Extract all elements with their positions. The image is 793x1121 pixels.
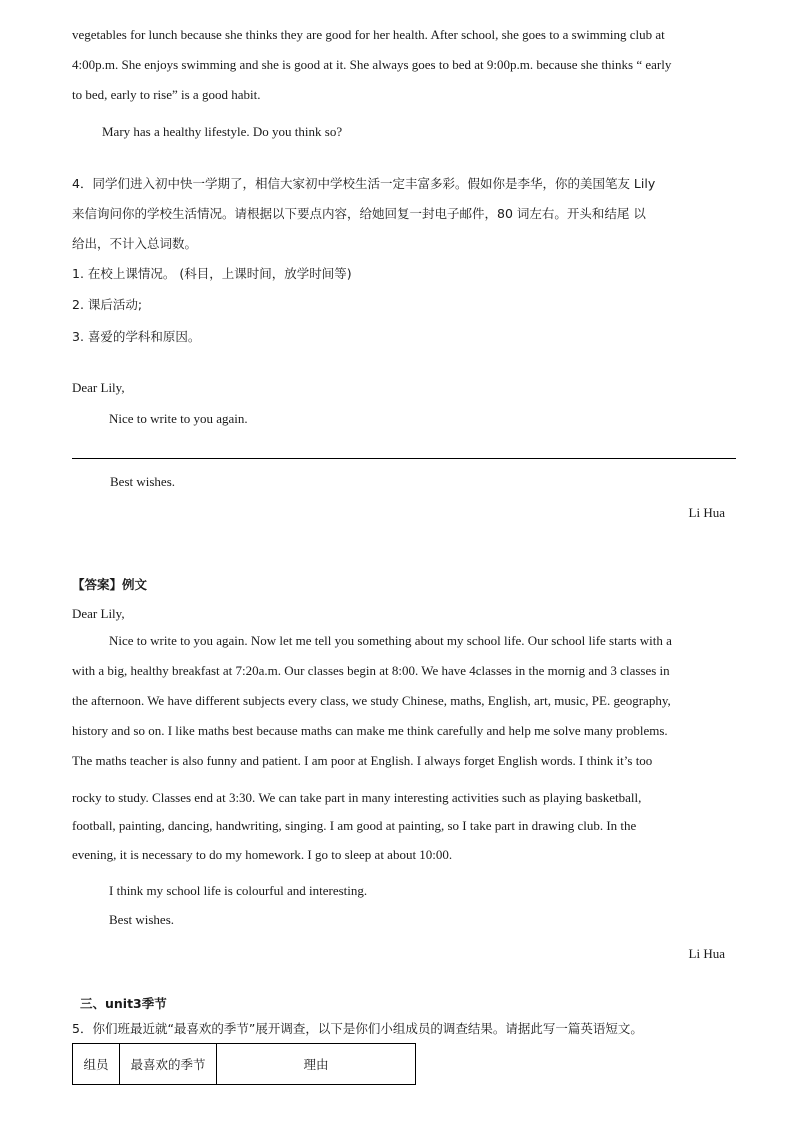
answer-body-line: Nice to write to you again. Now let me tell you something about my school life. Our school life starts with a bbox=[109, 633, 672, 648]
survey-table bbox=[72, 1043, 416, 1085]
answer-body-line: football, painting, dancing, handwriting, singing. I am good at painting, so I take part in drawing club. In the bbox=[72, 818, 637, 833]
question4-point: 3. 喜爱的学科和原因。 bbox=[72, 329, 201, 344]
answer-conclusion: I think my school life is colourful and interesting. bbox=[109, 883, 368, 898]
answer-body-line: history and so on. I like maths best because maths can make me think carefully and help me solve many problems. bbox=[72, 723, 668, 738]
table-header-member: 组员 bbox=[73, 1044, 120, 1085]
answer-heading: 【答案】例文 bbox=[72, 577, 148, 592]
passage-line: vegetables for lunch because she thinks they are good for her health. After school, she goes to a swimming club at bbox=[72, 27, 665, 42]
question4-prompt-line: 4．同学们进入初中快一学期了，相信大家初中学校生活一定丰富多彩。假如你是李华，你的美国笔友 Lily bbox=[72, 176, 656, 191]
table-header-reason: 理由 bbox=[217, 1044, 416, 1085]
answer-closing: Best wishes. bbox=[109, 912, 174, 927]
answer-greeting: Dear Lily, bbox=[72, 606, 125, 621]
answer-body-line: The maths teacher is also funny and patient. I am poor at English. I always forget English words. I think it’s too bbox=[72, 753, 653, 768]
table-header-row bbox=[73, 1044, 416, 1085]
answer-body-line: evening, it is necessary to do my homework. I go to sleep at about 10:00. bbox=[72, 847, 453, 862]
letter-greeting: Dear Lily, bbox=[72, 380, 125, 395]
question4-point: 2. 课后活动; bbox=[72, 297, 143, 312]
passage-question: Mary has a healthy lifestyle. Do you think so? bbox=[102, 124, 343, 139]
section-heading: 三、unit3季节 bbox=[80, 996, 167, 1011]
question4-prompt-line: 给出，不计入总词数。 bbox=[72, 236, 198, 251]
question4-point: 1. 在校上课情况。 (科目，上课时间，放学时间等) bbox=[72, 266, 352, 281]
answer-body-line: rocky to study. Classes end at 3:30. We can take part in many interesting activities such as playing basketball, bbox=[72, 790, 642, 805]
answer-body-line: the afternoon. We have different subjects every class, we study Chinese, maths, English, art, music, PE. geography, bbox=[72, 693, 671, 708]
question4-prompt-line: 来信询问你的学校生活情况。请根据以下要点内容，给她回复一封电子邮件，80 词左右。开头和结尾 以 bbox=[72, 206, 646, 221]
letter-closing: Best wishes. bbox=[110, 474, 175, 489]
letter-opening: Nice to write to you again. bbox=[109, 411, 248, 426]
passage-line: to bed, early to rise” is a good habit. bbox=[72, 87, 261, 102]
table-header-season: 最喜欢的季节 bbox=[120, 1044, 217, 1085]
letter-signature: Li Hua bbox=[688, 505, 725, 520]
answer-signature: Li Hua bbox=[688, 946, 725, 961]
writing-line bbox=[72, 458, 736, 459]
answer-body-line: with a big, healthy breakfast at 7:20a.m. Our classes begin at 8:00. We have 4classes in the mornig and 3 classes in bbox=[72, 663, 670, 678]
passage-line: 4:00p.m. She enjoys swimming and she is good at it. She always goes to bed at 9:00p.m. because she thinks “ early bbox=[72, 57, 672, 72]
question5-prompt: 5．你们班最近就“最喜欢的季节”展开调查，以下是你们小组成员的调查结果。请据此写一篇英语短文。 bbox=[72, 1021, 643, 1036]
